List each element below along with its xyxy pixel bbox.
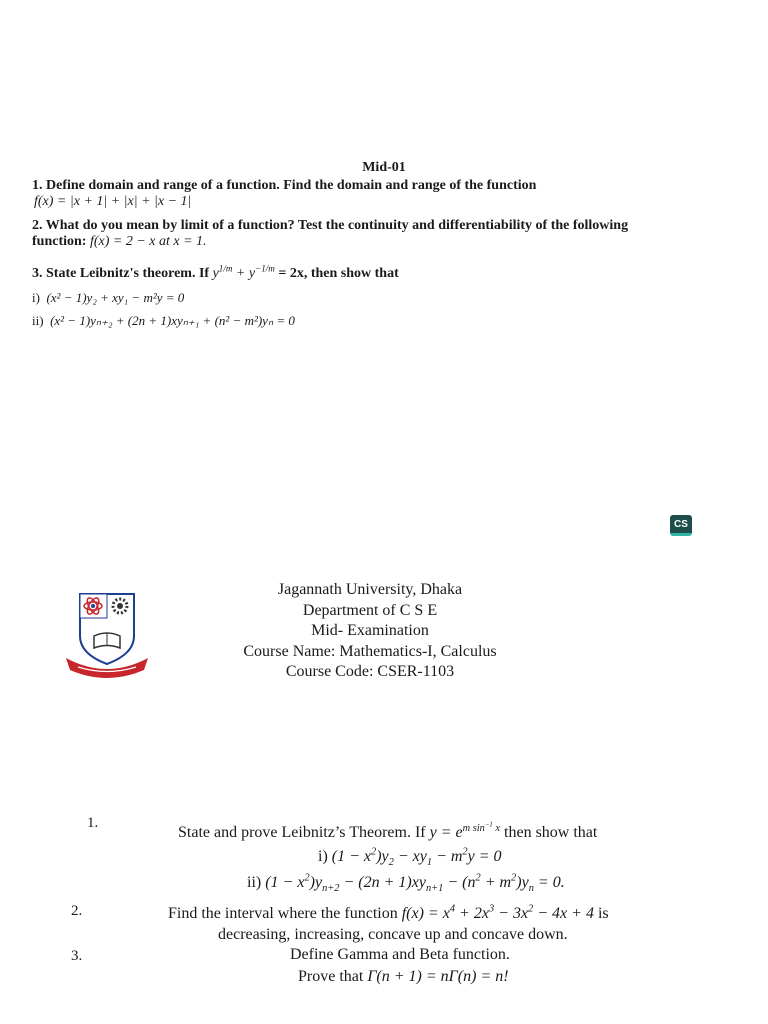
question-number-3: 3. (71, 948, 83, 964)
question-3 (32, 263, 399, 282)
question-3-part-i (32, 290, 184, 306)
exam-question-2-text: Find the interval where the function (168, 905, 398, 922)
exam-question-2 (168, 905, 609, 923)
question-3-part-ii (32, 313, 295, 329)
question-2-label: function: (32, 234, 87, 249)
question-number-2: 2. (71, 903, 83, 919)
question-3-label: 3. State Leibnitz's theorem. If (32, 266, 210, 281)
exam-question-1-formula: $y = e^{m sin^{-1} x}$ (429, 821, 501, 841)
question-1: 1. Define domain and range of a function. Find the domain and range of the function (32, 178, 537, 193)
question-number-1: 1. (87, 815, 99, 831)
question-2: 2. What do you mean by limit of a function? Test the continuity and differentiability of the following (32, 218, 629, 233)
exam-question-3-formula: Γ(n + 1) = nΓ(n) = n! (367, 968, 509, 985)
university-name: Jagannath University, Dhaka (277, 581, 463, 598)
exam-question-3-continued (298, 968, 509, 986)
exam-question-1-part-ii (247, 872, 565, 895)
exam-question-2-tail: is (597, 905, 609, 922)
page-title: Mid-01 (362, 160, 406, 175)
question-2-formula: f(x) = 2 − x at x = 1. (89, 234, 207, 249)
question-3-part-i-formula: (x² − 1)y₂ + xy₁ − m²y = 0 (46, 290, 185, 305)
exam-question-1-tail: then show that (504, 824, 598, 841)
camscanner-badge: CS (670, 515, 692, 536)
question-2-continued (32, 234, 207, 250)
exam-question-1-text: State and prove Leibnitz’s Theorem. If (178, 824, 426, 841)
exam-question-1-part-i-formula: $(1 - x^2)y_2 - xy_1 - m^2y = 0$ (331, 846, 502, 869)
exam-question-2-formula: $f(x) = x^4 + 2x^3 - 3x^2 - 4x + 4$ (401, 903, 594, 922)
exam-question-3: Define Gamma and Beta function. (290, 946, 510, 963)
exam-question-1 (178, 821, 598, 842)
question-3-part-i-label: i) (32, 290, 40, 305)
question-1-formula: f(x) = |x + 1| + |x| + |x − 1| (34, 194, 192, 209)
course-code: Course Code: CSER-1103 (285, 663, 455, 680)
exam-question-2-continued: decreasing, increasing, concave up and concave down. (218, 926, 568, 943)
exam-question-1-part-i (318, 846, 502, 869)
exam-question-1-part-ii-label: ii) (247, 874, 262, 891)
course-name: Course Name: Mathematics-I, Calculus (243, 642, 497, 660)
department-name: Department of C S E (302, 601, 438, 619)
exam-name: Mid- Examination (311, 622, 429, 639)
exam-header (200, 580, 540, 683)
exam-question-1-part-i-label: i) (318, 848, 328, 865)
exam-question-3-label: Prove that (298, 968, 364, 985)
question-3-part-ii-formula: (x² − 1)yₙ₊₂ + (2n + 1)xyₙ₊₁ + (n² − m²)yₙ = 0 (50, 313, 295, 328)
university-emblem-icon (62, 588, 152, 678)
question-3-part-ii-label: ii) (32, 313, 44, 328)
question-3-tail: = 2x, then show that (278, 266, 399, 281)
exam-question-1-part-ii-formula: $(1 - x^2)y_{n+2} - (2n + 1)xy_{n+1} - (n^2 + m^2)y_n = 0$. (265, 872, 565, 895)
question-3-formula: $y^{1/m} + y^{-1/m}$ (212, 263, 275, 281)
